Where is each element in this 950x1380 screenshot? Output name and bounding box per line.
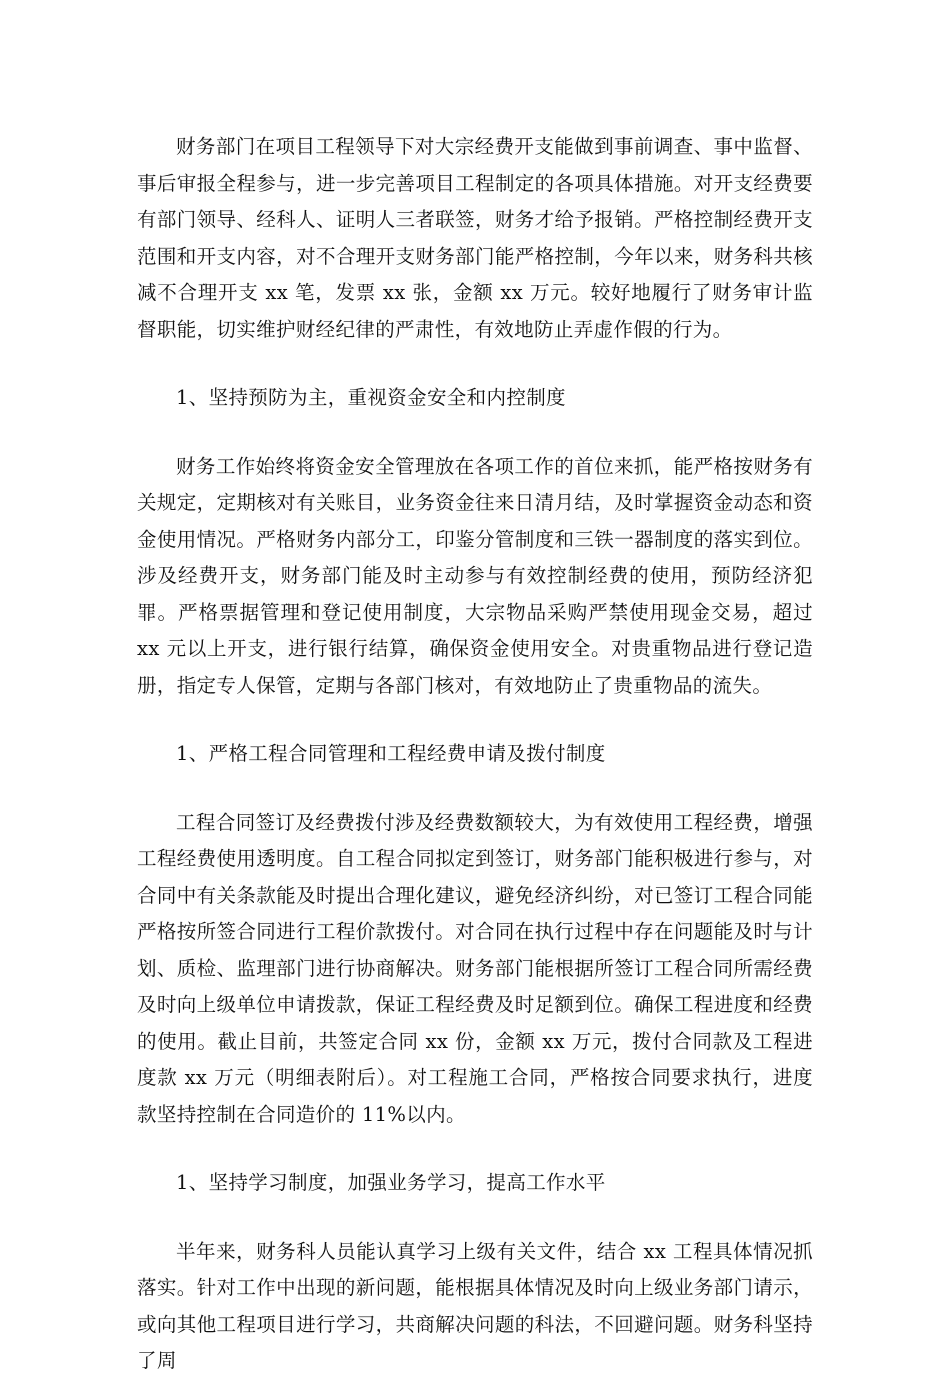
section-heading-3: 1、坚持学习制度，加强业务学习，提高工作水平 <box>176 1171 606 1194</box>
paragraph-spacer <box>137 348 813 380</box>
body-paragraph-4: 半年来，财务科人员能认真学习上级有关文件，结合 xx 工程具体情况抓落实。针对工作中出现的新问题，能根据具体情况及时向上级业务部门请示，或向其他工程项目进行学习，共商解决问题的科法，不回避问题。财务科坚持了周 <box>137 1239 813 1372</box>
paragraph-spacer <box>137 773 813 805</box>
section-heading-1: 1、坚持预防为主，重视资金安全和内控制度 <box>176 386 566 409</box>
body-paragraph-2: 财务工作始终将资金安全管理放在各项工作的首位来抓，能严格按财务有关规定，定期核对有关账目，业务资金往来日清月结，及时掌握资金动态和资金使用情况。严格财务内部分工，印鉴分管制度和三铁一器制度的落实到位。涉及经费开支，财务部门能及时主动参与有效控制经费的使用，预防经济犯罪。严格票据管理和登记使用制度，大宗物品采购严禁使用现金交易，超过 xx 元以上开支，进行银行结算，确保资金使用安全。对贵重物品进行登记造册，指定专人保管，定期与各部门核对，有效地防止了贵重物品的流失。 <box>137 454 813 697</box>
paragraph-spacer <box>137 1202 813 1234</box>
paragraph-spacer <box>137 704 813 736</box>
document-page <box>137 129 813 1380</box>
paragraph-spacer <box>137 417 813 449</box>
section-heading-2: 1、严格工程合同管理和工程经费申请及拨付制度 <box>176 742 606 765</box>
body-paragraph-1: 财务部门在项目工程领导下对大宗经费开支能做到事前调查、事中监督、事后审报全程参与，进一步完善项目工程制定的各项具体措施。对开支经费要有部门领导、经科人、证明人三者联签，财务才给予报销。严格控制经费开支范围和开支内容，对不合理开支财务部门能严格控制，今年以来，财务科共核减不合理开支 xx 笔，发票 xx 张，金额 xx 万元。较好地履行了财务审计监督职能，切实维护财经纪律的严肃性，有效地防止弄虚作假的行为。 <box>137 135 813 341</box>
body-paragraph-3: 工程合同签订及经费拨付涉及经费数额较大，为有效使用工程经费，增强工程经费使用透明度。自工程合同拟定到签订，财务部门能积极进行参与，对合同中有关条款能及时提出合理化建议，避免经济纠纷，对已签订工程合同能严格按所签合同进行工程价款拨付。对合同在执行过程中存在问题能及时与计划、质检、监理部门进行协商解决。财务部门能根据所签订工程合同所需经费及时向上级单位申请拨款，保证工程经费及时足额到位。确保工程进度和经费的使用。截止目前，共签定合同 xx 份，金额 xx 万元，拨付合同款及工程进度款 xx 万元（明细表附后）。对工程施工合同，严格按合同要求执行，进度款坚持控制在合同造价的 11%以内。 <box>137 810 813 1126</box>
paragraph-spacer <box>137 1133 813 1165</box>
